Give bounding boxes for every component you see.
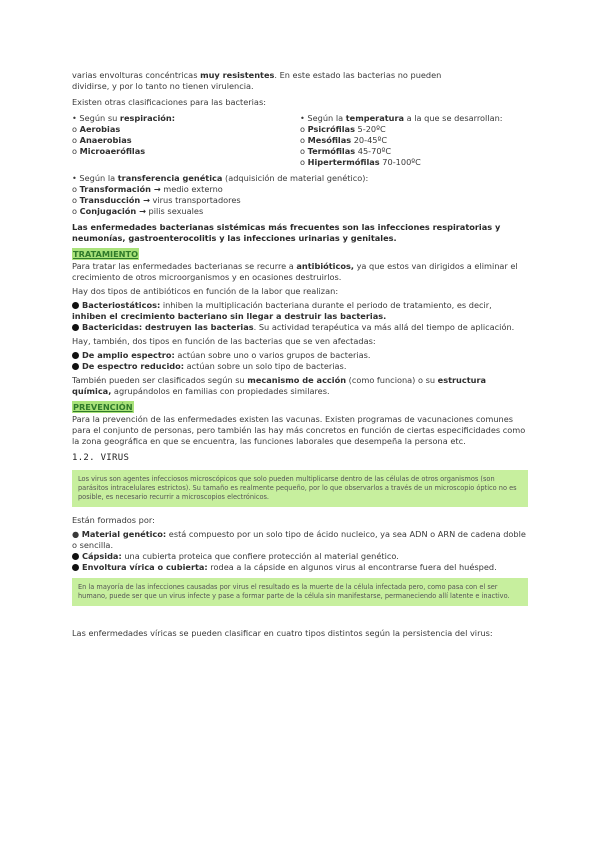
intro-bold: muy resistentes xyxy=(200,70,275,80)
list-head: (adquisición de material genético): xyxy=(222,173,369,183)
list-item: Microaerófilas xyxy=(79,146,146,156)
list-marker: o xyxy=(300,146,308,156)
otras-clasificaciones: Existen otras clasificaciones para las bacterias: xyxy=(72,97,266,107)
bullet-icon xyxy=(72,324,79,331)
tratamiento-p4 xyxy=(72,375,528,397)
list-value: 20-45ºC xyxy=(351,135,388,145)
intro-text: varias envolturas concéntricas xyxy=(72,70,201,80)
list-marker: o xyxy=(300,124,308,134)
tratamiento-p1 xyxy=(72,261,528,283)
temperatura-list xyxy=(300,113,528,168)
text-bold: De amplio espectro: xyxy=(82,350,175,360)
list-value: 70-100ºC xyxy=(379,157,421,167)
virus-clasificacion-paragraph: Las enfermedades víricas se pueden clasificar en cuatro tipos distintos según la persistencia del virus: xyxy=(72,628,493,638)
text-bold: Envoltura vírica o cubierta: xyxy=(82,562,208,572)
envoltura-item xyxy=(72,562,528,573)
list-value: 5-20ºC xyxy=(354,124,386,134)
list-marker: o xyxy=(72,195,80,205)
text: Para tratar las enfermedades bacterianas se recurre a xyxy=(72,261,297,271)
bullet-icon xyxy=(72,302,79,309)
text: . Su actividad terapéutica va más allá del tiempo de aplicación. xyxy=(253,322,515,332)
text-bold: inhiben el crecimiento bacteriano sin llegar a destruir las bacterias. xyxy=(72,311,387,321)
prevencion-heading: PREVENCIÓN xyxy=(73,402,133,412)
text-bold: De espectro reducido: xyxy=(82,361,185,371)
list-value: pilis sexuales xyxy=(145,206,204,216)
document-page xyxy=(72,70,528,639)
bullet-icon xyxy=(72,564,79,571)
text: actúan sobre uno o varios grupos de bacterias. xyxy=(174,350,371,360)
list-marker: o xyxy=(72,184,80,194)
prevencion-paragraph: Para la prevención de las enfermedades existen las vacunas. Existen programas de vacunaciones comunes para el conjunto de personas, pero también las hay más concretos en función de ciertas especificidades como la zona geográfica en que se encuentra, las funciones laborales que desempeña la persona etc. xyxy=(72,414,526,446)
list-marker: o xyxy=(300,157,308,167)
list-head-bold: transferencia genética xyxy=(117,173,223,183)
list-head: • Según la xyxy=(300,113,346,123)
text: actúan sobre un solo tipo de bacterias. xyxy=(184,361,347,371)
text-bold: Cápsida: xyxy=(82,551,122,561)
text-bold: Material genético: xyxy=(81,529,167,539)
list-head: • Según su xyxy=(72,113,120,123)
list-marker: o xyxy=(72,124,80,134)
respiracion-list xyxy=(72,113,300,168)
capsida-item xyxy=(72,551,528,562)
text-bold: mecanismo de acción xyxy=(247,375,347,385)
text: (como funciona) o su xyxy=(346,375,438,385)
list-marker: o xyxy=(72,135,80,145)
list-item: Transformación → xyxy=(79,184,161,194)
bullet-icon xyxy=(72,553,79,560)
list-value: virus transportadores xyxy=(149,195,241,205)
list-item: Transducción → xyxy=(79,195,150,205)
list-item: Termófilas xyxy=(307,146,356,156)
tratamiento-heading: TRATAMIENTO xyxy=(73,249,139,259)
list-value: 45-70ºC xyxy=(355,146,392,156)
list-marker: ● xyxy=(72,529,82,539)
intro-paragraph xyxy=(72,70,528,92)
text: rodea a la cápside en algunos virus al encontrarse fuera del huésped. xyxy=(207,562,497,572)
list-head-bold: temperatura xyxy=(345,113,405,123)
amplio-espectro-item xyxy=(72,350,528,361)
list-marker: o xyxy=(72,146,80,156)
list-head: • Según la xyxy=(72,173,118,183)
tratamiento-p2: Hay dos tipos de antibióticos en función de la labor que realizan: xyxy=(72,286,339,296)
intro-text: . En este estado las bacterias no pueden xyxy=(274,70,442,80)
text-bold: estructura química, xyxy=(72,375,487,396)
text: ya que estos van dirigidos a eliminar el crecimiento de otros microorganismos y en ocasiones destruirlos. xyxy=(72,261,518,282)
text: También pueden ser clasificados según su xyxy=(72,375,248,385)
list-marker: o xyxy=(300,135,308,145)
list-item: Aerobias xyxy=(79,124,121,134)
text: agrupándolos en familias con propiedades similares. xyxy=(111,386,330,396)
list-item: Mesófilas xyxy=(307,135,352,145)
intro-text: dividirse, y por lo tanto no tienen virulencia. xyxy=(72,81,254,91)
bullet-icon xyxy=(72,363,79,370)
text: inhiben la multiplicación bacteriana durante el periodo de tratamiento, es decir, xyxy=(160,300,492,310)
text: está compuesto por un solo tipo de ácido nucleico, ya sea ADN o ARN de cadena doble o sencilla. xyxy=(72,529,526,550)
espectro-reducido-item xyxy=(72,361,528,372)
transferencia-list xyxy=(72,173,528,217)
list-marker: o xyxy=(72,206,80,216)
virus-section-title: 1.2. VIRUS xyxy=(72,453,130,463)
list-value: medio externo xyxy=(160,184,223,194)
list-head-bold: respiración: xyxy=(119,113,175,123)
bacteriostaticos-item xyxy=(72,300,528,322)
tratamiento-p3: Hay, también, dos tipos en función de las bacterias que se ven afectadas: xyxy=(72,336,376,346)
bactericidas-item xyxy=(72,322,528,333)
list-item: Psicrófilas xyxy=(307,124,355,134)
bullet-icon xyxy=(72,352,79,359)
virus-infection-box: En la mayoría de las infecciones causadas por virus el resultado es la muerte de la célula infectada pero, como pasa con el ser humano, puede ser que un virus infecte y pase a formar parte de la célula sin manifestarse, permaneciendo allí latente e inactivo. xyxy=(72,578,528,606)
text-bold: Bactericidas: destruyen las bacterias xyxy=(82,322,254,332)
formados-heading: Están formados por: xyxy=(72,515,155,525)
classification-columns xyxy=(72,113,528,168)
list-item: Anaerobias xyxy=(79,135,132,145)
list-item: Hipertermófilas xyxy=(307,157,380,167)
list-item: Conjugación → xyxy=(79,206,146,216)
virus-definition-box: Los virus son agentes infecciosos microscópicos que solo pueden multiplicarse dentro de las células de otros organismos (son parásitos intracelulares estrictos). Su tamaño es realmente pequeño, por lo que observarlos a través de un microscopio óptico no es posible, es necesario recurrir a microscopios electrónicos. xyxy=(72,470,528,507)
enfermedades-paragraph: Las enfermedades bacterianas sistémicas más frecuentes son las infecciones respiratorias y neumonías, gastroenterocolitis y las infecciones urinarias y genitales. xyxy=(72,222,501,243)
text-bold: antibióticos, xyxy=(296,261,354,271)
text-bold: Bacteriostáticos: xyxy=(82,300,161,310)
list-head: a la que se desarrollan: xyxy=(404,113,503,123)
text: una cubierta proteica que confiere protección al material genético. xyxy=(121,551,399,561)
material-genetico-item xyxy=(72,529,528,551)
